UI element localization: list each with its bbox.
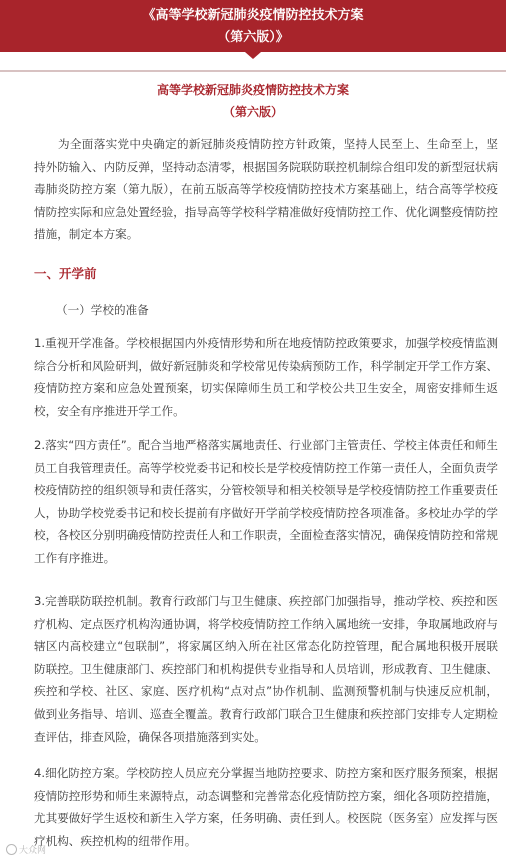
banner-title-line2: （第六版）》 — [217, 30, 289, 45]
list-item: 2.落实“四方责任”。配合当地严格落实属地责任、行业部门主管责任、学校主体责任和师生员工自我管理责任。高等学校党委书记和校长是学校疫情防控工作第一责任人，全面负责学校疫情防控的组织领导和责任落实，分管校领导和相关校领导是学校疫情防控工作重要责任人，协助学校党委书记和校长提前有序做好开学前学校疫情防控各项准备。多校址办学的学校，各校区分别明确疫情防控责任人和工作职责，全面检查落实情况，确保疫情防控和常规工作有序推进。 — [34, 438, 498, 565]
watermark-logo-icon — [6, 844, 17, 855]
document-title: 高等学校新冠肺炎疫情防控技术方案 — [156, 83, 349, 97]
header-banner — [0, 0, 506, 52]
divider — [0, 71, 506, 72]
intro-paragraph: 为全面落实党中央确定的新冠肺炎疫情防控方针政策，坚持人民至上、生命至上，坚持外防输入、内防反弹，坚持动态清零，根据国务院联防联控机制综合组印发的新型冠状病毒肺炎防控方案（第九版），在前五版高等学校疫情防控技术方案基础上，结合高等学校疫情防控实际和应急处置经验，指导高等学校科学精准做好疫情防控工作、优化调整疫情防控措施，制定本方案。 — [34, 137, 498, 242]
document-edition: （第六版） — [222, 105, 283, 119]
list-item: 4.细化防控方案。学校防控人员应充分掌握当地防控要求、防控方案和医疗服务预案，根据疫情防控形势和师生来源特点，动态调整和完善常态化疫情防控方案，细化各项防控措施，尤其要做好学生返校和新生入学方案，任务明确、责任到人。校医院（医务室）应发挥与医疗机构、疾控机构的纽带作用。 — [34, 766, 498, 848]
banner-title-line1: 《高等学校新冠肺炎疫情防控技术方案 — [142, 8, 364, 23]
list-item: 3.完善联防联控机制。教育行政部门与卫生健康、疾控部门加强指导，推动学校、疾控和医疗机构、定点医疗机构沟通协调，将学校疫情防控工作纳入属地统一安排，争取属地政府与辖区内高校建立“包联制”，将家属区纳入所在社区常态化防控管理，配合属地积极开展联防联控。卫生健康部门、疾控部门和机构提供专业指导和人员培训，形成教育、卫生健康、疾控和学校、社区、家庭、医疗机构“点对点”协作机制、监测预警机制与快速反应机制，做到业务指导、培训、巡查全覆盖。教育行政部门联合卫生健康和疾控部门安排专人定期检查评估，排查风险，确保各项措施落到实处。 — [34, 594, 498, 744]
watermark — [6, 844, 46, 858]
list-item: 1.重视开学准备。学校根据国内外疫情形势和所在地疫情防控政策要求，加强学校疫情监测综合分析和风险研判，做好新冠肺炎和学校常见传染病预防工作，科学制定开学工作方案、疫情防控方案和应急处置预案，切实保障师生员工和学校公共卫生安全，周密安排师生返校，安全有序推进开学工作。 — [34, 336, 498, 418]
subsection-heading: （一）学校的准备 — [56, 303, 149, 317]
section-heading: 一、开学前 — [34, 266, 97, 281]
watermark-text: 大众网 — [19, 846, 47, 856]
banner-notch — [245, 52, 261, 59]
